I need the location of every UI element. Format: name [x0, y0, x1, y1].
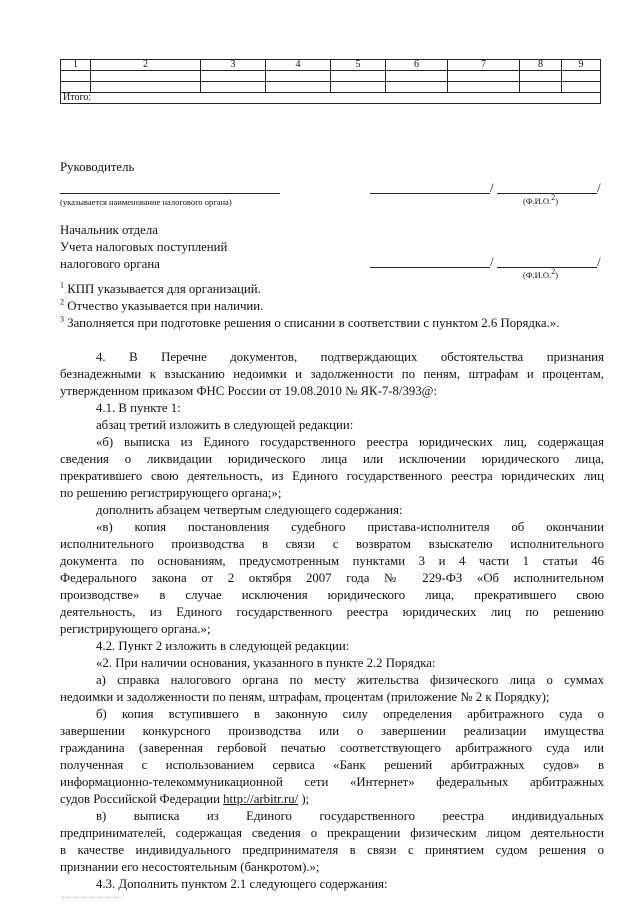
body-line: судов Российской Федерации http://arbitr.ru/ ); — [60, 792, 310, 806]
arbitr-link[interactable]: http://arbitr.ru/ — [223, 792, 299, 806]
table-header-cell: 5 — [331, 60, 386, 71]
table-header-cell: 9 — [562, 60, 601, 71]
body-line: прекратившего свою деятельность, из Единого государственного реестра юридических лиц — [60, 469, 604, 483]
signature-line — [370, 193, 490, 194]
body-line: полученная с использованием сервиса «Банк решений арбитражных судов» в — [60, 758, 604, 772]
body-line: 4. В Перечне документов, подтверждающих обстоятельства признания — [96, 350, 604, 364]
body-line: 4.1. В пункте 1: — [96, 401, 181, 415]
dept-title-line3: налогового органа — [60, 257, 160, 271]
signature-line — [370, 267, 490, 268]
body-line: в качестве индивидуального предпринимателя в связи с принятием судом решения о — [60, 843, 604, 857]
body-line: информационно-телекоммуникационной сети «Интернет» федеральных арбитражных — [60, 775, 604, 789]
body-line: утвержденном приказом ФНС России от 19.08.2010 № ЯК-7-8/393@: — [60, 384, 438, 398]
table-header-cell: 4 — [266, 60, 331, 71]
separator-slash: / — [597, 180, 601, 195]
body-line: Федерального закона от 2 октября 2007 года № 229-ФЗ «Об исполнительном — [60, 571, 604, 585]
body-line: документа по основаниям, предусмотренным пунктами 3 и 4 части 1 статьи 46 — [60, 554, 604, 568]
body-line: в) выписка из Единого государственного реестра индивидуальных — [96, 809, 604, 823]
body-line: а) справка налогового органа по месту жительства физического лица о суммах — [96, 673, 604, 687]
head-caption: (указывается наименование налогового органа) — [60, 197, 232, 207]
body-line: недоимки и задолженности по пеням, штрафам, процентам (приложение № 2 к Порядку); — [60, 690, 550, 704]
dept-title-line2: Учета налоговых поступлений — [60, 240, 228, 254]
body-line: сведения о ликвидации юридического лица или исключении юридического лица, — [60, 452, 604, 466]
body-line: признании его несостоятельным (банкротом).»; — [60, 860, 320, 874]
fio-caption: (Ф.И.О.$^2$) — [523, 267, 559, 280]
head-name-line — [60, 193, 280, 194]
table-header-cell: 1 — [61, 60, 91, 71]
body-line: деятельность, из Единого государственного реестра юридических лиц по решению — [60, 605, 604, 619]
body-line: производстве» в случае исключения юридического лица, прекратившего свою — [60, 588, 604, 602]
body-line: абзац третий изложить в следующей редакции: — [96, 418, 354, 432]
body-line: «б) выписка из Единого государственного реестра юридических лиц, содержащая — [96, 435, 604, 449]
body-line: «в) копия постановления судебного пристава-исполнителя об окончании — [96, 520, 604, 534]
fio-line — [497, 267, 597, 268]
dept-title-line1: Начальник отдела — [60, 223, 158, 237]
table-total-row — [61, 93, 601, 104]
summary-table — [60, 59, 601, 104]
body-line: б) копия вступившего в законную силу определения арбитражного суда о — [96, 707, 604, 721]
body-line: «2. При наличии основания, указанного в пункте 2.2 Порядка: — [96, 656, 436, 670]
body-line: безнадежными к взысканию недоимки и задолженности по пеням, штрафам и процентам, — [60, 367, 604, 381]
body-line: предпринимателей, содержащая сведения о прекращении физическим лицом деятельности — [60, 826, 604, 840]
footnote: $^3$ Заполняется при подготовке решения о списании в соответствии с пунктом 2.6 Порядка.». — [60, 314, 560, 330]
table-header-cell: 7 — [448, 60, 520, 71]
scan-noise — [62, 897, 122, 898]
table-header-row — [61, 60, 601, 71]
table-row — [61, 82, 601, 93]
table-header-cell: 6 — [386, 60, 448, 71]
body-line: 4.2. Пункт 2 изложить в следующей редакции: — [96, 639, 350, 653]
body-line: дополнить абзацем четвертым следующего содержания: — [96, 503, 403, 517]
table-header-cell: 8 — [520, 60, 562, 71]
body-line: по решению регистрирующего органа;»; — [60, 486, 282, 500]
body-line: 4.3. Дополнить пунктом 2.1 следующего содержания: — [96, 877, 388, 891]
body-line: исполнительного производства в связи с возвратом взыскателю исполнительного — [60, 537, 604, 551]
body-line: завершении конкурсного производства или о завершении реализации имущества — [60, 724, 604, 738]
fio-line — [497, 193, 597, 194]
head-title: Руководитель — [60, 160, 135, 174]
separator-slash: / — [490, 180, 494, 195]
separator-slash: / — [490, 254, 494, 269]
table-header-cell: 2 — [91, 60, 201, 71]
table-total-label: Итого: — [61, 93, 601, 104]
table-row — [61, 71, 601, 82]
body-line: регистрирующего органа.»; — [60, 622, 211, 636]
body-line: гражданина (заверенная гербовой печатью соответствующего арбитражного суда или — [60, 741, 604, 755]
fio-caption: (Ф.И.О.$^2$) — [523, 193, 559, 206]
footnote: $^1$ КПП указывается для организаций. — [60, 280, 261, 296]
footnote: $^2$ Отчество указывается при наличии. — [60, 297, 264, 313]
table-header-cell: 3 — [201, 60, 266, 71]
separator-slash: / — [597, 254, 601, 269]
